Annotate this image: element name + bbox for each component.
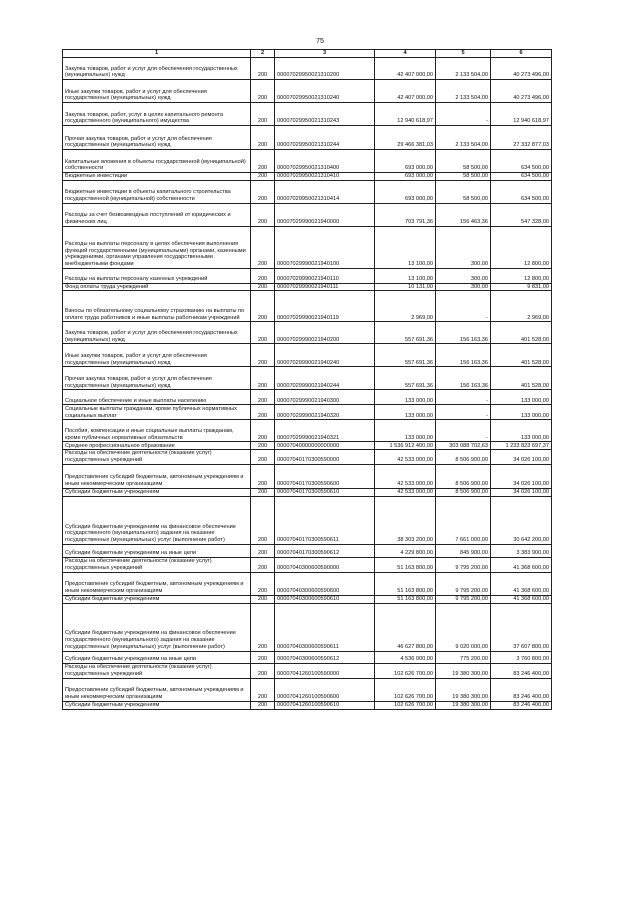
- row-line-code: 200: [251, 701, 275, 709]
- row-approved-amount: 4 229 800,00: [375, 544, 436, 557]
- table-row: [63, 80, 552, 103]
- row-approved-amount: 51 163 800,00: [375, 595, 436, 603]
- row-line-code: 200: [251, 442, 275, 450]
- row-budget-code: 00007040170300590610: [275, 488, 375, 496]
- table-row: [63, 678, 552, 701]
- row-approved-amount: 38 303 200,00: [375, 496, 436, 544]
- row-budget-code: 00007041260100590000: [275, 663, 375, 678]
- row-name: Социальные выплаты гражданам, кроме публичных нормативных социальных выплат: [63, 405, 251, 420]
- row-executed-amount: 58 500,00: [436, 180, 491, 203]
- table-row: [63, 603, 552, 651]
- header-col-6: 6: [491, 50, 552, 58]
- row-line-code: 200: [251, 291, 275, 322]
- row-budget-code: 00007040000000000000: [275, 442, 375, 450]
- row-approved-amount: 693 000,00: [375, 180, 436, 203]
- row-name: Взносы по обязательному социальному страхованию на выплаты по оплате труда работников и иные выплаты работникам учреждений: [63, 291, 251, 322]
- row-budget-code: 00007029990021940119: [275, 291, 375, 322]
- row-budget-code: 00007040170300590000: [275, 450, 375, 464]
- table-row: [63, 367, 552, 390]
- row-budget-code: 00007040170300590612: [275, 544, 375, 557]
- row-remaining-amount: 30 642 200,00: [491, 496, 552, 544]
- row-budget-code: 00007029990021940110: [275, 268, 375, 283]
- row-name: Пособия, компенсации и иные социальные выплаты гражданам, кроме публичных нормативных обязательств: [63, 420, 251, 442]
- row-budget-code: 00007029990021940240: [275, 344, 375, 367]
- row-line-code: 200: [251, 58, 275, 80]
- row-executed-amount: 8 506 900,00: [436, 464, 491, 488]
- row-executed-amount: 775 200,00: [436, 651, 491, 663]
- row-executed-amount: 2 133 504,00: [436, 126, 491, 150]
- header-col-1: 1: [63, 50, 251, 58]
- row-line-code: 200: [251, 80, 275, 103]
- row-name: Субсидии бюджетным учреждениям на финансовое обеспечение государственного (муниципального) задания на оказание государственных (муниципальных) услуг (выполнение работ): [63, 496, 251, 544]
- row-remaining-amount: 12 940 618,97: [491, 103, 552, 126]
- row-budget-code: 00007029990021940200: [275, 322, 375, 344]
- table-row: [63, 651, 552, 663]
- row-name: Прочая закупка товаров, работ и услуг для обеспечения государственных (муниципальных) нужд: [63, 367, 251, 390]
- row-budget-code: 00007040170300590611: [275, 496, 375, 544]
- row-remaining-amount: 34 026 100,00: [491, 450, 552, 464]
- row-executed-amount: 845 900,00: [436, 544, 491, 557]
- row-line-code: 200: [251, 572, 275, 595]
- row-executed-amount: 58 500,00: [436, 150, 491, 173]
- row-name: Субсидии бюджетным учреждениям на иные цели: [63, 651, 251, 663]
- row-budget-code: 00007029990021940321: [275, 420, 375, 442]
- row-line-code: 200: [251, 126, 275, 150]
- row-approved-amount: 12 940 618,97: [375, 103, 436, 126]
- table-row: [63, 663, 552, 678]
- row-name: Расходы на обеспечение деятельности (оказание услуг) государственных учреждений: [63, 663, 251, 678]
- row-executed-amount: 19 380 300,00: [436, 701, 491, 709]
- row-line-code: 200: [251, 496, 275, 544]
- row-name: Расходы на обеспечение деятельности (оказание услуг) государственных учреждений: [63, 450, 251, 464]
- row-remaining-amount: 634 500,00: [491, 180, 552, 203]
- row-remaining-amount: 34 026 100,00: [491, 464, 552, 488]
- row-name: Предоставление субсидий бюджетным, автономным учреждениям и иным некоммерческим организациям: [63, 678, 251, 701]
- row-executed-amount: 156 163,36: [436, 322, 491, 344]
- row-budget-code: 00007029990021940244: [275, 367, 375, 390]
- table-header-row: [63, 50, 552, 58]
- row-approved-amount: 42 533 000,00: [375, 464, 436, 488]
- row-executed-amount: 8 506 900,00: [436, 450, 491, 464]
- row-line-code: 200: [251, 367, 275, 390]
- row-remaining-amount: 133 000,00: [491, 420, 552, 442]
- row-executed-amount: -: [436, 420, 491, 442]
- row-remaining-amount: 2 969,00: [491, 291, 552, 322]
- table-row: [63, 126, 552, 150]
- row-name: Субсидии бюджетным учреждениям: [63, 488, 251, 496]
- row-approved-amount: 102 626 700,00: [375, 663, 436, 678]
- row-line-code: 200: [251, 344, 275, 367]
- row-approved-amount: 46 627 800,00: [375, 603, 436, 651]
- row-line-code: 200: [251, 283, 275, 291]
- row-budget-code: 00007040300600590610: [275, 595, 375, 603]
- row-executed-amount: 19 380 300,00: [436, 663, 491, 678]
- row-remaining-amount: 41 368 600,00: [491, 557, 552, 572]
- header-col-4: 4: [375, 50, 436, 58]
- row-remaining-amount: 547 328,00: [491, 203, 552, 226]
- row-executed-amount: 2 133 504,00: [436, 58, 491, 80]
- table-row: [63, 180, 552, 203]
- table-row: [63, 544, 552, 557]
- row-line-code: 200: [251, 595, 275, 603]
- row-executed-amount: -: [436, 103, 491, 126]
- row-remaining-amount: 9 831,00: [491, 283, 552, 291]
- row-budget-code: 00007029950021310400: [275, 150, 375, 173]
- row-executed-amount: -: [436, 390, 491, 405]
- row-approved-amount: 693 000,00: [375, 150, 436, 173]
- row-budget-code: 00007029950021310243: [275, 103, 375, 126]
- row-line-code: 200: [251, 663, 275, 678]
- row-line-code: 200: [251, 450, 275, 464]
- table-row: [63, 203, 552, 226]
- row-budget-code: 00007040300600590612: [275, 651, 375, 663]
- row-name: Прочая закупка товаров, работ и услуг для обеспечения государственных (муниципальных) нужд: [63, 126, 251, 150]
- row-remaining-amount: 634 500,00: [491, 173, 552, 181]
- row-executed-amount: 7 661 000,00: [436, 496, 491, 544]
- row-executed-amount: 303 088 702,63: [436, 442, 491, 450]
- row-executed-amount: 19 380 300,00: [436, 678, 491, 701]
- row-approved-amount: 557 691,36: [375, 344, 436, 367]
- row-name: Иные закупки товаров, работ и услуг для обеспечения государственных (муниципальных) нужд: [63, 80, 251, 103]
- table-row: [63, 420, 552, 442]
- row-name: Расходы на выплаты персоналу казенных учреждений: [63, 268, 251, 283]
- budget-table: [62, 49, 552, 710]
- row-name: Бюджетные инвестиции: [63, 173, 251, 181]
- row-name: Закупка товаров, работ и услуг для обеспечения государственных (муниципальных) нужд: [63, 58, 251, 80]
- row-remaining-amount: 83 246 400,00: [491, 678, 552, 701]
- row-remaining-amount: 41 368 600,00: [491, 595, 552, 603]
- row-approved-amount: 703 791,36: [375, 203, 436, 226]
- table-row: [63, 268, 552, 283]
- row-line-code: 200: [251, 322, 275, 344]
- row-name: Среднее профессиональное образование: [63, 442, 251, 450]
- row-name: Субсидии бюджетным учреждениям: [63, 701, 251, 709]
- row-remaining-amount: 12 800,00: [491, 226, 552, 268]
- row-line-code: 200: [251, 651, 275, 663]
- table-row: [63, 572, 552, 595]
- header-col-5: 5: [436, 50, 491, 58]
- table-row: [63, 173, 552, 181]
- row-executed-amount: 156 163,36: [436, 344, 491, 367]
- table-row: [63, 557, 552, 572]
- row-remaining-amount: 40 273 496,00: [491, 80, 552, 103]
- row-approved-amount: 4 536 000,00: [375, 651, 436, 663]
- row-executed-amount: -: [436, 405, 491, 420]
- row-approved-amount: 10 131,00: [375, 283, 436, 291]
- page-number: 75: [316, 38, 324, 45]
- row-budget-code: 00007041260100590610: [275, 701, 375, 709]
- row-executed-amount: 9 795 200,00: [436, 557, 491, 572]
- row-executed-amount: 9 795 200,00: [436, 595, 491, 603]
- row-line-code: 200: [251, 150, 275, 173]
- row-remaining-amount: 83 246 400,00: [491, 663, 552, 678]
- table-row: [63, 442, 552, 450]
- row-line-code: 200: [251, 203, 275, 226]
- row-line-code: 200: [251, 420, 275, 442]
- table-row: [63, 595, 552, 603]
- row-name: Расходы на выплаты персоналу в целях обеспечения выполнения функций государственными (муниципальными) органами, казенными учреждениями, органами управления государственными внебюджетными фондами: [63, 226, 251, 268]
- row-remaining-amount: 83 246 400,00: [491, 701, 552, 709]
- row-name: Фонд оплаты труда учреждений: [63, 283, 251, 291]
- row-budget-code: 00007040300600590600: [275, 572, 375, 595]
- table-row: [63, 291, 552, 322]
- row-name: Расходы за счет безвозмездных поступлений от юридических и физических лиц: [63, 203, 251, 226]
- row-name: Иные закупки товаров, работ и услуг для обеспечения государственных (муниципальных) нужд: [63, 344, 251, 367]
- row-budget-code: 00007029950021310244: [275, 126, 375, 150]
- header-col-3: 3: [275, 50, 375, 58]
- row-approved-amount: 42 407 000,00: [375, 58, 436, 80]
- table-row: [63, 390, 552, 405]
- table-row: [63, 226, 552, 268]
- row-approved-amount: 557 691,36: [375, 367, 436, 390]
- table-row: [63, 464, 552, 488]
- table-row: [63, 103, 552, 126]
- row-approved-amount: 42 407 000,00: [375, 80, 436, 103]
- table-row: [63, 344, 552, 367]
- row-remaining-amount: 27 332 877,03: [491, 126, 552, 150]
- row-executed-amount: -: [436, 291, 491, 322]
- row-remaining-amount: 133 000,00: [491, 405, 552, 420]
- row-name: Предоставление субсидий бюджетным, автономным учреждениям и иным некоммерческим организациям: [63, 572, 251, 595]
- row-remaining-amount: 12 800,00: [491, 268, 552, 283]
- row-executed-amount: 9 795 200,00: [436, 572, 491, 595]
- row-approved-amount: 51 163 800,00: [375, 572, 436, 595]
- row-executed-amount: 58 500,00: [436, 173, 491, 181]
- row-executed-amount: 300,00: [436, 226, 491, 268]
- row-executed-amount: 8 506 900,00: [436, 488, 491, 496]
- row-remaining-amount: 41 368 600,00: [491, 572, 552, 595]
- row-approved-amount: 557 691,36: [375, 322, 436, 344]
- row-approved-amount: 13 100,00: [375, 268, 436, 283]
- table-row: [63, 488, 552, 496]
- row-name: Бюджетные инвестиции в объекты капитального строительства государственной (муниципальной) собственности: [63, 180, 251, 203]
- row-remaining-amount: 634 500,00: [491, 150, 552, 173]
- row-approved-amount: 102 626 700,00: [375, 678, 436, 701]
- row-approved-amount: 2 969,00: [375, 291, 436, 322]
- row-line-code: 200: [251, 173, 275, 181]
- row-approved-amount: 51 163 800,00: [375, 557, 436, 572]
- row-name: Расходы на обеспечение деятельности (оказание услуг) государственных учреждений: [63, 557, 251, 572]
- row-budget-code: 00007029990021940320: [275, 405, 375, 420]
- row-executed-amount: 156 163,36: [436, 367, 491, 390]
- row-budget-code: 00007029950021310200: [275, 58, 375, 80]
- row-budget-code: 00007029950021310410: [275, 173, 375, 181]
- row-line-code: 200: [251, 180, 275, 203]
- row-approved-amount: 133 000,00: [375, 390, 436, 405]
- row-budget-code: 00007029950021310414: [275, 180, 375, 203]
- table-row: [63, 150, 552, 173]
- header-col-2: 2: [251, 50, 275, 58]
- row-line-code: 200: [251, 678, 275, 701]
- row-remaining-amount: 401 528,00: [491, 367, 552, 390]
- row-name: Закупка товаров, работ, услуг в целях капитального ремонта государственного (муниципального) имущества: [63, 103, 251, 126]
- row-budget-code: 00007029990021940111: [275, 283, 375, 291]
- row-remaining-amount: 3 383 900,00: [491, 544, 552, 557]
- row-approved-amount: 29 466 381,03: [375, 126, 436, 150]
- table-row: [63, 450, 552, 464]
- table-row: [63, 701, 552, 709]
- row-name: Социальное обеспечение и иные выплаты населению: [63, 390, 251, 405]
- row-name: Субсидии бюджетным учреждениям: [63, 595, 251, 603]
- row-name: Закупка товаров, работ и услуг для обеспечения государственных (муниципальных) нужд: [63, 322, 251, 344]
- row-budget-code: 00007040170300590600: [275, 464, 375, 488]
- row-approved-amount: 102 626 700,00: [375, 701, 436, 709]
- row-remaining-amount: 1 233 823 697,37: [491, 442, 552, 450]
- table-row: [63, 405, 552, 420]
- row-executed-amount: 156 463,36: [436, 203, 491, 226]
- row-line-code: 200: [251, 557, 275, 572]
- row-approved-amount: 42 533 000,00: [375, 450, 436, 464]
- row-line-code: 200: [251, 226, 275, 268]
- row-remaining-amount: 37 607 800,00: [491, 603, 552, 651]
- row-line-code: 200: [251, 390, 275, 405]
- row-remaining-amount: 3 760 800,00: [491, 651, 552, 663]
- row-approved-amount: 133 000,00: [375, 405, 436, 420]
- row-approved-amount: 1 536 912 400,00: [375, 442, 436, 450]
- row-name: Капитальные вложения в объекты государственной (муниципальной) собственности: [63, 150, 251, 173]
- row-budget-code: 00007029950021310240: [275, 80, 375, 103]
- row-budget-code: 00007029990021940300: [275, 390, 375, 405]
- row-remaining-amount: 133 000,00: [491, 390, 552, 405]
- row-line-code: 200: [251, 268, 275, 283]
- row-remaining-amount: 401 528,00: [491, 322, 552, 344]
- row-approved-amount: 693 000,00: [375, 173, 436, 181]
- row-executed-amount: 300,00: [436, 268, 491, 283]
- row-executed-amount: 2 133 504,00: [436, 80, 491, 103]
- table-row: [63, 496, 552, 544]
- row-executed-amount: 300,00: [436, 283, 491, 291]
- row-line-code: 200: [251, 603, 275, 651]
- table-row: [63, 283, 552, 291]
- row-name: Субсидии бюджетным учреждениям на иные цели: [63, 544, 251, 557]
- row-remaining-amount: 401 528,00: [491, 344, 552, 367]
- row-budget-code: 00007029990021940100: [275, 226, 375, 268]
- row-approved-amount: 133 000,00: [375, 420, 436, 442]
- row-name: Субсидии бюджетным учреждениям на финансовое обеспечение государственного (муниципального) задания на оказание государственных (муниципальных) услуг (выполнение работ): [63, 603, 251, 651]
- row-name: Предоставление субсидий бюджетным, автономным учреждениям и иным некоммерческим организациям: [63, 464, 251, 488]
- row-approved-amount: 13 100,00: [375, 226, 436, 268]
- table-row: [63, 322, 552, 344]
- row-budget-code: 00007041260100590600: [275, 678, 375, 701]
- row-executed-amount: 9 020 000,00: [436, 603, 491, 651]
- table-row: [63, 58, 552, 80]
- row-line-code: 200: [251, 544, 275, 557]
- row-budget-code: 00007040300600590611: [275, 603, 375, 651]
- row-approved-amount: 42 533 000,00: [375, 488, 436, 496]
- row-budget-code: 00007029990021940000: [275, 203, 375, 226]
- row-line-code: 200: [251, 488, 275, 496]
- row-line-code: 200: [251, 464, 275, 488]
- row-remaining-amount: 40 273 496,00: [491, 58, 552, 80]
- row-budget-code: 00007040300600590000: [275, 557, 375, 572]
- row-remaining-amount: 34 026 100,00: [491, 488, 552, 496]
- row-line-code: 200: [251, 103, 275, 126]
- row-line-code: 200: [251, 405, 275, 420]
